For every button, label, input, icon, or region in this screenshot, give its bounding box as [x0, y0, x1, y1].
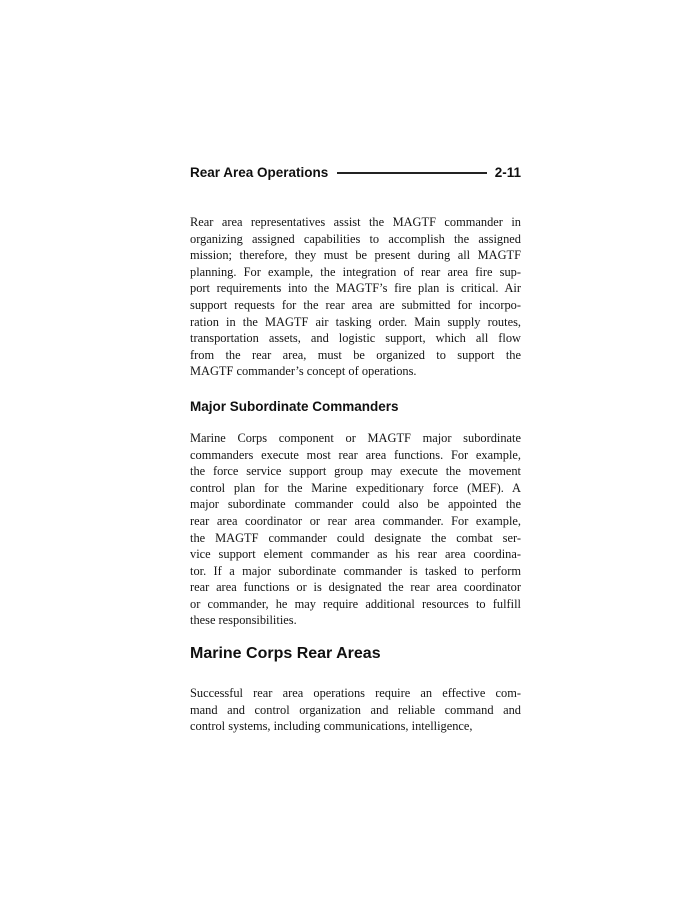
- paragraph: [190, 685, 521, 735]
- paragraph: [190, 214, 521, 380]
- text-line: vice support element commander as his rear area coordina-: [190, 547, 521, 562]
- text-line: Rear area representatives assist the MAGTF commander in: [190, 215, 521, 229]
- text-line: ration in the MAGTF air tasking order. Main supply routes,: [190, 314, 521, 329]
- text-line: mission; therefore, they must be present during all MAGTF: [190, 248, 521, 263]
- text-line: planning. For example, the integration of rear area fire sup-: [190, 264, 521, 279]
- text-line: Marine Corps component or MAGTF major subordinate: [190, 430, 521, 445]
- header-rule: [337, 172, 486, 174]
- running-header: [190, 164, 521, 181]
- page-number: 2-11: [494, 165, 521, 180]
- text-line: these responsibilities.: [190, 613, 297, 628]
- text-line: control systems, including communications, intelligence,: [190, 719, 473, 734]
- text-line: rear area functions or is designated the rear area coordinator: [190, 580, 521, 595]
- text-line: tor. If a major subordinate commander is tasked to perform: [190, 563, 521, 578]
- text-line: control plan for the Marine expeditionary force (MEF). A: [190, 480, 521, 495]
- text-line: mand and control organization and reliable command and: [190, 702, 521, 717]
- running-header-title: Rear Area Operations: [190, 165, 329, 180]
- text-line: major subordinate commander could also be appointed the: [190, 497, 521, 512]
- text-line: the MAGTF commander could designate the combat ser-: [190, 530, 521, 545]
- sub-section-heading: Major Subordinate Commanders: [190, 398, 399, 414]
- text-line: port requirements into the MAGTF’s fire plan is critical. Air: [190, 281, 521, 296]
- text-line: the force service support group may execute the movement: [190, 464, 521, 479]
- text-line: from the rear area, must be organized to support the: [190, 347, 521, 362]
- text-line: organizing assigned capabilities to accomplish the assigned: [190, 231, 521, 246]
- text-line: commanders execute most rear area functions. For example,: [190, 447, 521, 462]
- text-line: MAGTF commander’s concept of operations.: [190, 364, 417, 379]
- page-body: [190, 214, 521, 735]
- text-line: transportation assets, and logistic support, which all flow: [190, 331, 521, 346]
- text-column: [190, 164, 521, 735]
- paragraph: [190, 430, 521, 629]
- text-line: Successful rear area operations require an effective com-: [190, 686, 521, 701]
- section-heading: Marine Corps Rear Areas: [190, 645, 381, 663]
- text-line: or commander, he may require additional resources to fulfill: [190, 596, 521, 611]
- text-line: rear area coordinator or rear area commander. For example,: [190, 513, 521, 528]
- text-line: support requests for the rear area are submitted for incorpo-: [190, 297, 521, 312]
